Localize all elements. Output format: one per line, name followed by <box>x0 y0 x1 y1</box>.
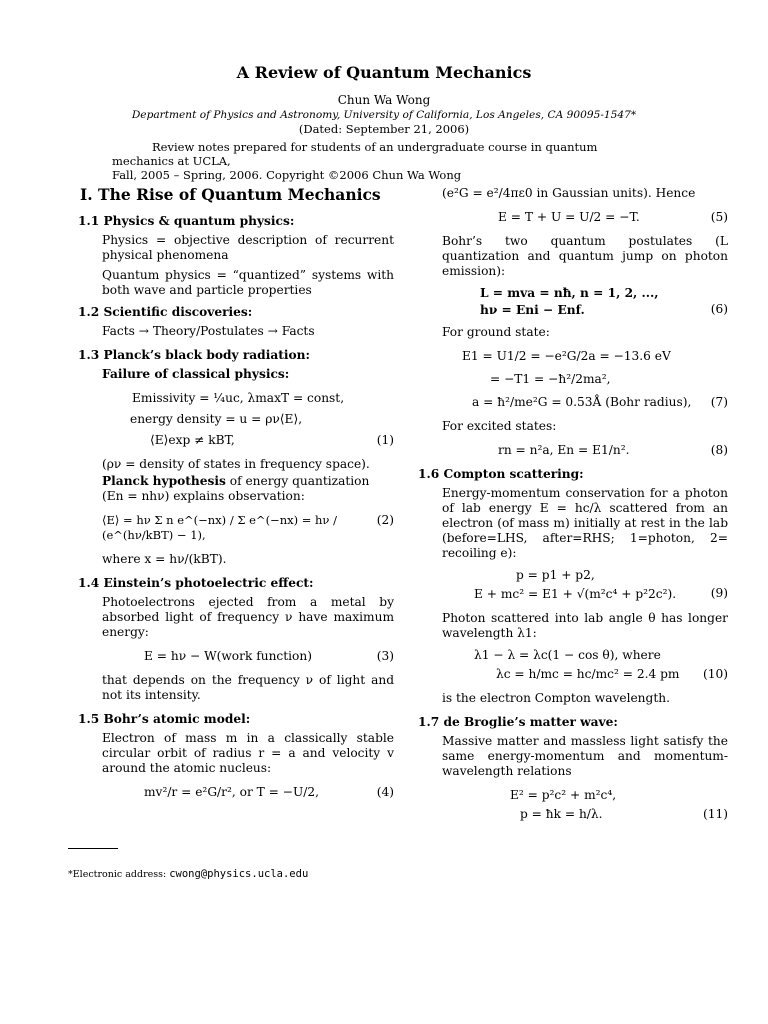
paragraph: Photoelectrons ejected from a metal by absorbed light of frequency ν have maximum energy: <box>102 595 394 639</box>
equation-number: (4) <box>376 785 394 799</box>
footnote-label: *Electronic address: <box>68 869 170 880</box>
equation-line: = −T1 = −ħ²/2ma², <box>490 372 611 386</box>
subsection-heading-1-3: 1.3 Planck’s black body radiation: <box>78 348 310 362</box>
planck-text: of energy quantization (En = nhν) explains observation: <box>102 474 370 503</box>
equation-7 <box>462 349 728 410</box>
equation-number: (6) <box>710 302 728 316</box>
equation-number: (9) <box>710 586 728 600</box>
paragraph: (e²G = e²/4πε0 in Gaussian units). Hence <box>442 186 696 200</box>
equation-line: Emissivity = ¼uc, λmaxT = const, <box>132 391 345 405</box>
subsection-heading-1-6: 1.6 Compton scattering: <box>418 467 584 481</box>
paragraph: For excited states: <box>442 419 557 433</box>
equation-line: E = T + U = U/2 = −T. <box>498 210 640 224</box>
date-line: (Dated: September 21, 2006) <box>298 122 470 136</box>
equation-1 <box>130 391 394 448</box>
subsection-heading-1-7: 1.7 de Broglie’s matter wave: <box>418 715 618 729</box>
footnote-rule <box>68 848 118 849</box>
equation-4 <box>144 785 394 800</box>
subsection-heading-1-4: 1.4 Einstein’s photoelectric effect: <box>78 576 314 590</box>
equation-11 <box>510 788 728 822</box>
equation-number: (5) <box>710 210 728 224</box>
paragraph: Facts → Theory/Postulates → Facts <box>102 324 315 338</box>
subsection-heading-1-5: 1.5 Bohr’s atomic model: <box>78 712 251 726</box>
section-title: I. The Rise of Quantum Mechanics <box>80 185 381 204</box>
notes-line-1: Review notes prepared for students of an undergraduate course in quantum mechanics at UCLA, <box>112 140 598 168</box>
subsection-heading-1-1: 1.1 Physics & quantum physics: <box>78 214 295 228</box>
equation-line: E1 = U1/2 = −e²G/2a = −13.6 eV <box>462 349 671 363</box>
paragraph: Energy-momentum conservation for a photon of lab energy E = hc/λ scattered from an electron (of mass m) initially at rest in the lab (before=LHS, after=RHS; 1=photon, 2= recoiling e): <box>442 486 728 560</box>
equation-line: E = hν − W(work function) <box>144 649 312 663</box>
equation-line: p = ħk = h/λ. <box>520 807 603 821</box>
planck-hypothesis-label: Planck hypothesis <box>102 474 226 488</box>
equation-line: mv²/r = e²G/r², or T = −U/2, <box>144 785 319 799</box>
equation-line: ⟨E⟩exp ≠ kBT, <box>150 433 235 447</box>
equation-5 <box>498 210 728 225</box>
paragraph: For ground state: <box>442 325 550 339</box>
equation-number: (1) <box>376 433 394 447</box>
equation-number: (7) <box>710 395 728 409</box>
equation-line: L = mva = nħ, n = 1, 2, ..., <box>480 286 659 300</box>
equation-9 <box>474 568 728 602</box>
paragraph: Electron of mass m in a classically stable circular orbit of radius r = a and velocity v around the atomic nucleus: <box>102 731 394 775</box>
equation-line: a = ħ²/me²G = 0.53Å (Bohr radius), <box>472 395 692 409</box>
paragraph: where x = hν/(kBT). <box>102 552 227 566</box>
paragraph: that depends on the frequency ν of light and not its intensity. <box>102 673 394 702</box>
equation-3 <box>144 649 394 664</box>
paragraph: Physics = objective description of recurrent physical phenomena <box>102 233 394 262</box>
paragraph: Quantum physics = “quantized” systems with both wave and particle properties <box>102 268 394 297</box>
abstract-notes <box>112 140 660 182</box>
equation-number: (8) <box>710 443 728 457</box>
equation-number: (3) <box>376 649 394 663</box>
subheading: Failure of classical physics: <box>102 367 290 381</box>
paragraph: Massive matter and massless light satisfy the same energy-momentum and momentum-wavelength relations <box>442 734 728 778</box>
footnote <box>68 867 308 882</box>
equation-number: (11) <box>702 807 728 821</box>
equation-line: rn = n²a, En = E1/n². <box>498 443 630 457</box>
paragraph: (ρν = density of states in frequency space). <box>102 457 370 471</box>
equation-line: λc = h/mc = hc/mc² = 2.4 pm <box>496 667 680 681</box>
equation-line: ⟨E⟩ = hν Σ n e^(−nx) / Σ e^(−nx) = hν / (e^(hν/kBT) − 1), <box>102 513 337 542</box>
equation-8 <box>498 443 728 458</box>
paper-title: A Review of Quantum Mechanics <box>236 63 532 82</box>
notes-line-2: Fall, 2005 – Spring, 2006. Copyright ©2006 Chun Wa Wong <box>112 168 462 182</box>
equation-number: (2) <box>376 513 394 527</box>
paragraph: Photon scattered into lab angle θ has longer wavelength λ1: <box>442 611 728 640</box>
equation-line: λ1 − λ = λc(1 − cos θ), where <box>474 648 661 662</box>
paragraph: Bohr’s two quantum postulates (L quantization and quantum jump on photon emission): <box>442 234 728 278</box>
equation-line: E + mc² = E1 + √(m²c⁴ + p²2c²). <box>474 587 677 601</box>
equation-line: hν = Eni − Enf. <box>480 303 585 317</box>
paragraph <box>102 474 394 504</box>
equation-6 <box>480 286 728 318</box>
author-name: Chun Wa Wong <box>337 93 431 107</box>
right-column <box>418 186 728 822</box>
equation-number: (10) <box>702 667 728 681</box>
subsection-heading-1-2: 1.2 Scientific discoveries: <box>78 305 253 319</box>
affiliation: Department of Physics and Astronomy, University of California, Los Angeles, CA 90095-1547* <box>131 109 637 121</box>
equation-10 <box>474 648 728 682</box>
equation-line: E² = p²c² + m²c⁴, <box>510 788 617 802</box>
equation-line: energy density = u = ρν⟨E⟩, <box>130 412 303 426</box>
equation-line: p = p1 + p2, <box>516 568 595 582</box>
paragraph: is the electron Compton wavelength. <box>442 691 670 705</box>
left-column <box>74 186 394 800</box>
email-address: cwong@physics.ucla.edu <box>169 868 309 880</box>
equation-2 <box>102 513 394 543</box>
